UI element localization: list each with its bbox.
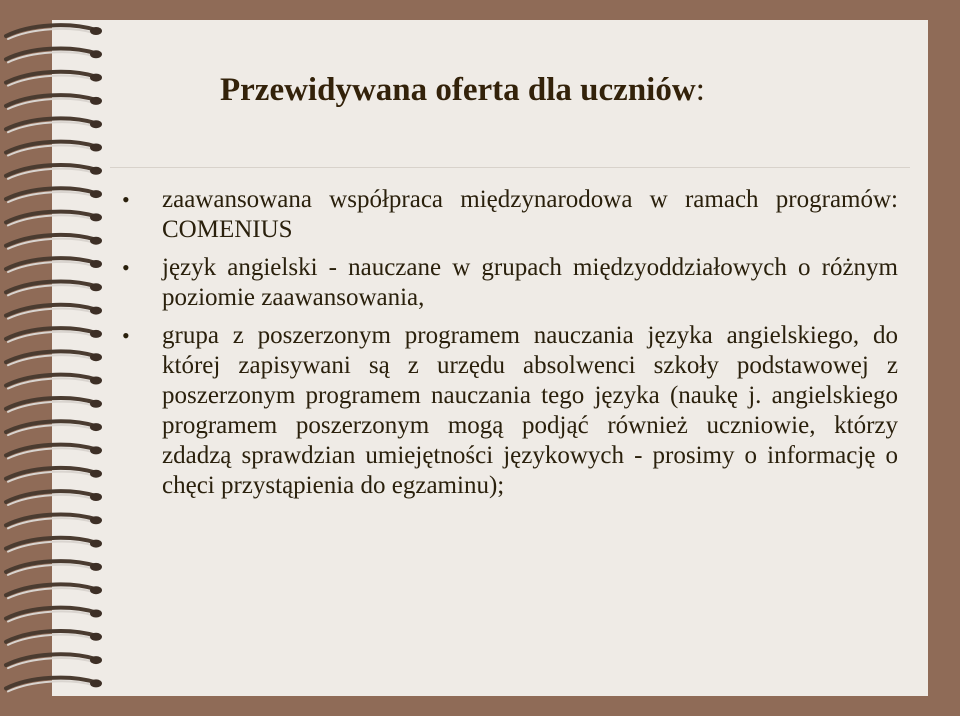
spiral-ring — [6, 678, 102, 692]
list-item-highlight: COMENIUS — [162, 216, 293, 243]
spiral-ring — [6, 95, 102, 109]
bullet-list — [122, 185, 898, 509]
spiral-ring — [6, 282, 102, 296]
spiral-ring — [6, 142, 102, 156]
list-item — [122, 185, 898, 245]
page-title — [220, 72, 860, 109]
spiral-ring — [6, 165, 102, 179]
spiral-binding-icon — [0, 18, 120, 708]
spiral-ring — [6, 491, 102, 505]
spiral-ring — [6, 608, 102, 622]
spiral-ring — [6, 375, 102, 389]
spiral-ring — [6, 468, 102, 482]
spiral-ring — [6, 188, 102, 202]
spiral-ring — [6, 212, 102, 226]
spiral-ring — [6, 631, 102, 645]
list-item-text: język angielski - nauczane w grupach międzyoddziałowych o różnym poziomie zaawansowania, — [162, 254, 898, 311]
title-divider — [110, 167, 910, 168]
title-colon: : — [695, 72, 705, 108]
spiral-ring — [6, 25, 102, 39]
spiral-ring — [6, 445, 102, 459]
list-item-text: zaawansowana współpraca międzynarodowa w ramach programów: — [162, 186, 898, 213]
spiral-ring — [6, 538, 102, 552]
list-item-text: grupa z poszerzonym programem nauczania języka angielskiego, do której zapisywani są z urzędu absolwenci szkoły podstawowej z poszerzonym programem nauczania tego języka (naukę j. angielskiego programem poszerzonym mogą podjąć również uczniowie, którzy zdadzą sprawdzian umiejętności językowych - prosimy o informację o chęci przystąpienia do egzaminu); — [162, 322, 898, 499]
spiral-ring — [6, 584, 102, 598]
spiral-ring — [6, 515, 102, 529]
spiral-ring — [6, 305, 102, 319]
spiral-ring — [6, 561, 102, 575]
spiral-ring — [6, 398, 102, 412]
title-text: Przewidywana oferta dla uczniów — [220, 72, 696, 108]
bullet-icon: • — [122, 255, 130, 280]
spiral-ring — [6, 49, 102, 63]
spiral-ring — [6, 351, 102, 365]
spiral-ring — [6, 328, 102, 342]
spiral-ring — [6, 72, 102, 86]
spiral-ring — [6, 118, 102, 132]
spiral-ring — [6, 421, 102, 435]
spiral-ring — [6, 654, 102, 668]
list-item — [122, 253, 898, 313]
bullet-icon: • — [122, 187, 130, 212]
spiral-ring — [6, 258, 102, 272]
bullet-icon: • — [122, 323, 130, 348]
spiral-ring — [6, 235, 102, 249]
list-item — [122, 321, 898, 501]
